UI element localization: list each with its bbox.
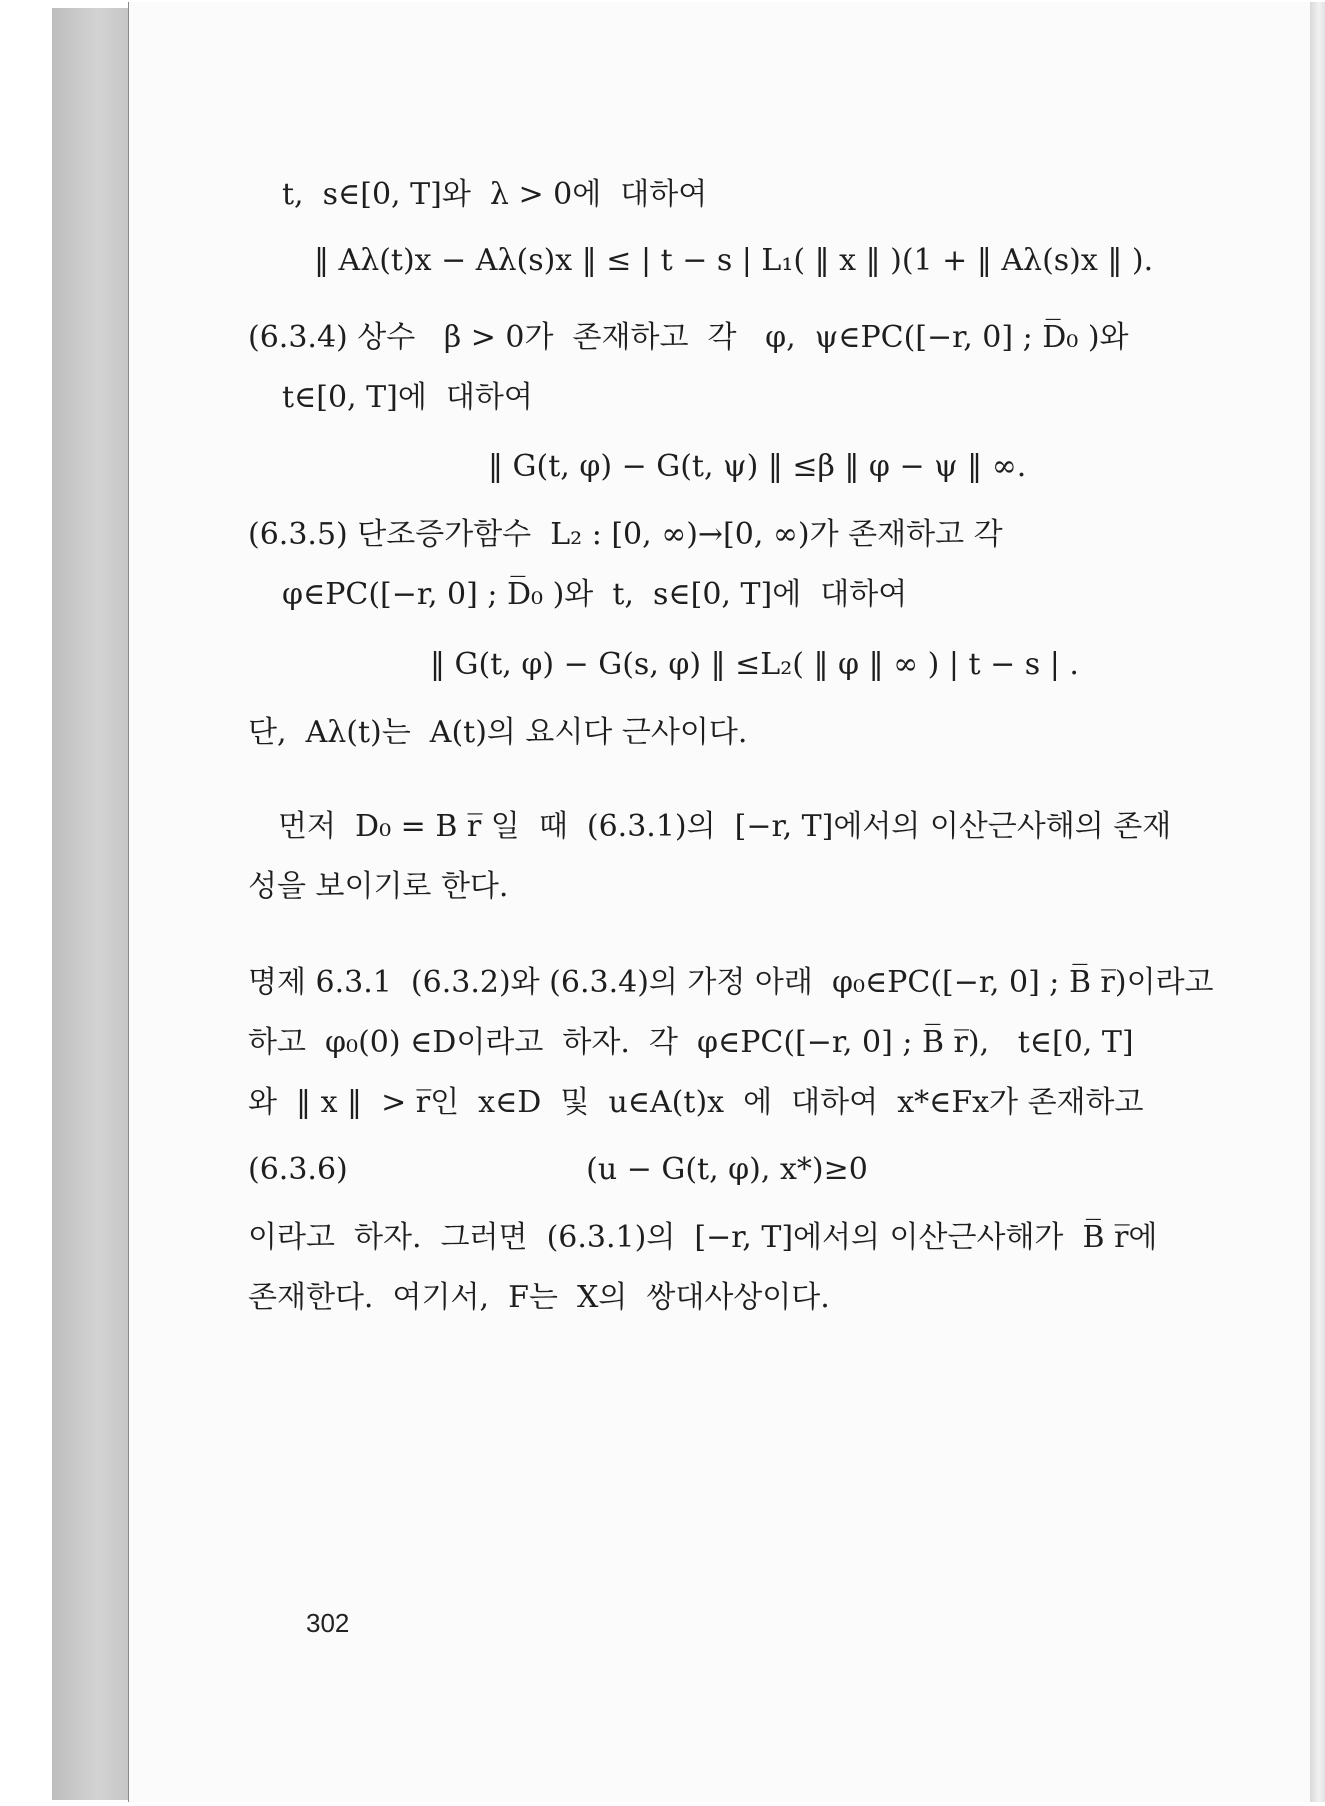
equation: ‖ Aλ(t)x − Aλ(s)x ‖ ≤ | t − s | L₁( ‖ x ‖ )(1 + ‖ Aλ(s)x ‖ ). [314,243,1154,278]
text-line: 단, Aλ(t)는 A(t)의 요시다 근사이다. [248,715,748,750]
text-line: 하고 φ₀(0) ∈D이라고 하자. 각 φ∈PC([−r, 0] ; B̅ r̅), t∈[0, T] [248,1025,1134,1060]
page-edge [1310,2,1325,1802]
paragraph-line: 먼저 D₀ = B r̅ 일 때 (6.3.1)의 [−r, T]에서의 이산근사해의 존재 [278,809,1172,844]
assumption-6-3-4: (6.3.4) 상수 β > 0가 존재하고 각 φ, ψ∈PC([−r, 0] ; D̅₀ )와 [248,320,1129,355]
proposition-6-3-1: 명제 6.3.1 (6.3.2)와 (6.3.4)의 가정 아래 φ₀∈PC([−r, 0] ; B̅ r̅)이라고 [248,965,1214,1000]
assumption-6-3-5: (6.3.5) 단조증가함수 L₂ : [0, ∞)→[0, ∞)가 존재하고 각 [248,517,1003,552]
text-line: 이라고 하자. 그러면 (6.3.1)의 [−r, T]에서의 이산근사해가 B̅ r̅에 [248,1220,1158,1255]
equation: ‖ G(t, φ) − G(t, ψ) ‖ ≤β ‖ φ − ψ ‖ ∞. [488,449,1027,484]
text-line: t, s∈[0, T]와 λ > 0에 대하여 [282,177,708,212]
paragraph-line: 성을 보이기로 한다. [248,869,509,904]
page-number: 302 [306,1608,350,1638]
text-line: 존재한다. 여기서, F는 X의 쌍대사상이다. [248,1280,830,1315]
text-line: φ∈PC([−r, 0] ; D̅₀ )와 t, s∈[0, T]에 대하여 [282,577,908,612]
equation-6-3-6: (6.3.6) (u − G(t, φ), x*)≥0 [248,1152,868,1187]
equation: ‖ G(t, φ) − G(s, φ) ‖ ≤L₂( ‖ φ ‖ ∞ ) | t − s | . [430,647,1079,682]
book-spine [52,8,128,1800]
text-line: 와 ‖ x ‖ > r̅인 x∈D 및 u∈A(t)x 에 대하여 x*∈Fx가 존재하고 [248,1085,1144,1120]
text-line: t∈[0, T]에 대하여 [282,380,533,415]
